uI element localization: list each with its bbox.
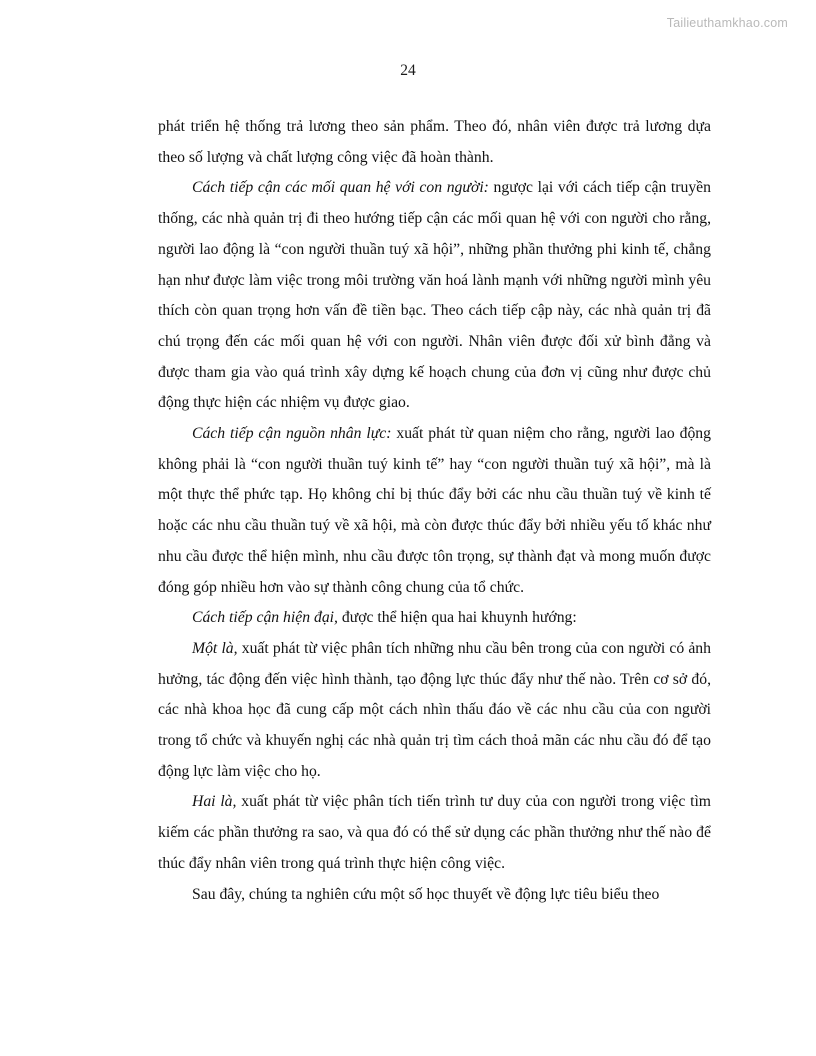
paragraph <box>158 787 711 879</box>
paragraph-text: xuất phát từ quan niệm cho rằng, người lao động không phải là “con người thuần tuý kinh tế” hay “con người thuần tuý xã hội”, mà là một thực thể phức tạp. Họ không chỉ bị thúc đẩy bởi các nhu cầu thuần tuý về kinh tế hoặc các nhu cầu thuần tuý về xã hội, mà còn được thúc đẩy bởi nhiều yếu tố khác như nhu cầu được thể hiện mình, nhu cầu được tôn trọng, sự thành đạt và mong muốn được đóng góp nhiều hơn vào sự thành công chung của tổ chức. <box>158 425 711 596</box>
paragraph-lead: Cách tiếp cận hiện đại, <box>192 609 338 627</box>
watermark-text: Tailieuthamkhao.com <box>666 16 788 30</box>
paragraph-lead: Cách tiếp cận nguồn nhân lực: <box>192 425 392 443</box>
paragraph-text: xuất phát từ việc phân tích những nhu cầu bên trong của con người có ảnh hưởng, tác động đến việc hình thành, tạo động lực thúc đẩy như thế nào. Trên cơ sở đó, các nhà khoa học đã cung cấp một cách nhìn thấu đáo về các nhu cầu của con người trong tổ chức và khuyến nghị các nhà quản trị tìm cách thoả mãn các nhu cầu đó để tạo động lực làm việc cho họ. <box>158 639 711 780</box>
page-number: 24 <box>400 62 416 79</box>
paragraph <box>158 419 711 603</box>
paragraph-text: Sau đây, chúng ta nghiên cứu một số học thuyết về động lực tiêu biểu theo <box>192 885 660 903</box>
paragraph-lead: Một là, <box>192 639 238 657</box>
paragraph <box>158 880 711 911</box>
paragraph-text: phát triển hệ thống trả lương theo sản phẩm. Theo đó, nhân viên được trả lương dựa theo số lượng và chất lượng công việc đã hoàn thành. <box>158 118 711 166</box>
paragraph <box>158 112 711 173</box>
document-body <box>158 112 711 910</box>
paragraph-text: ngược lại với cách tiếp cận truyền thống, các nhà quản trị đi theo hướng tiếp cận các mối quan hệ với con người cho rằng, người lao động là “con người thuần tuý xã hội”, những phần thưởng phi kinh tế, chẳng hạn như được làm việc trong môi trường văn hoá lành mạnh với những người mình yêu thích còn quan trọng hơn vấn đề tiền bạc. Theo cách tiếp cập này, các nhà quản trị đã chú trọng đến các mối quan hệ với con người. Nhân viên được đối xử bình đẳng và được tham gia vào quá trình xây dựng kế hoạch chung của đơn vị cũng như được chủ động thực hiện các nhiệm vụ được giao. <box>158 179 711 412</box>
paragraph <box>158 603 711 634</box>
paragraph-lead: Cách tiếp cận các mối quan hệ với con người: <box>192 179 489 197</box>
paragraph <box>158 634 711 788</box>
paragraph-text: xuất phát từ việc phân tích tiến trình tư duy của con người trong việc tìm kiếm các phần thưởng ra sao, và qua đó có thể sử dụng các phần thưởng như thế nào để thúc đẩy nhân viên trong quá trình thực hiện công việc. <box>158 793 712 872</box>
paragraph <box>158 173 711 419</box>
paragraph-text: được thể hiện qua hai khuynh hướng: <box>337 609 577 627</box>
paragraph-lead: Hai là, <box>192 793 237 811</box>
